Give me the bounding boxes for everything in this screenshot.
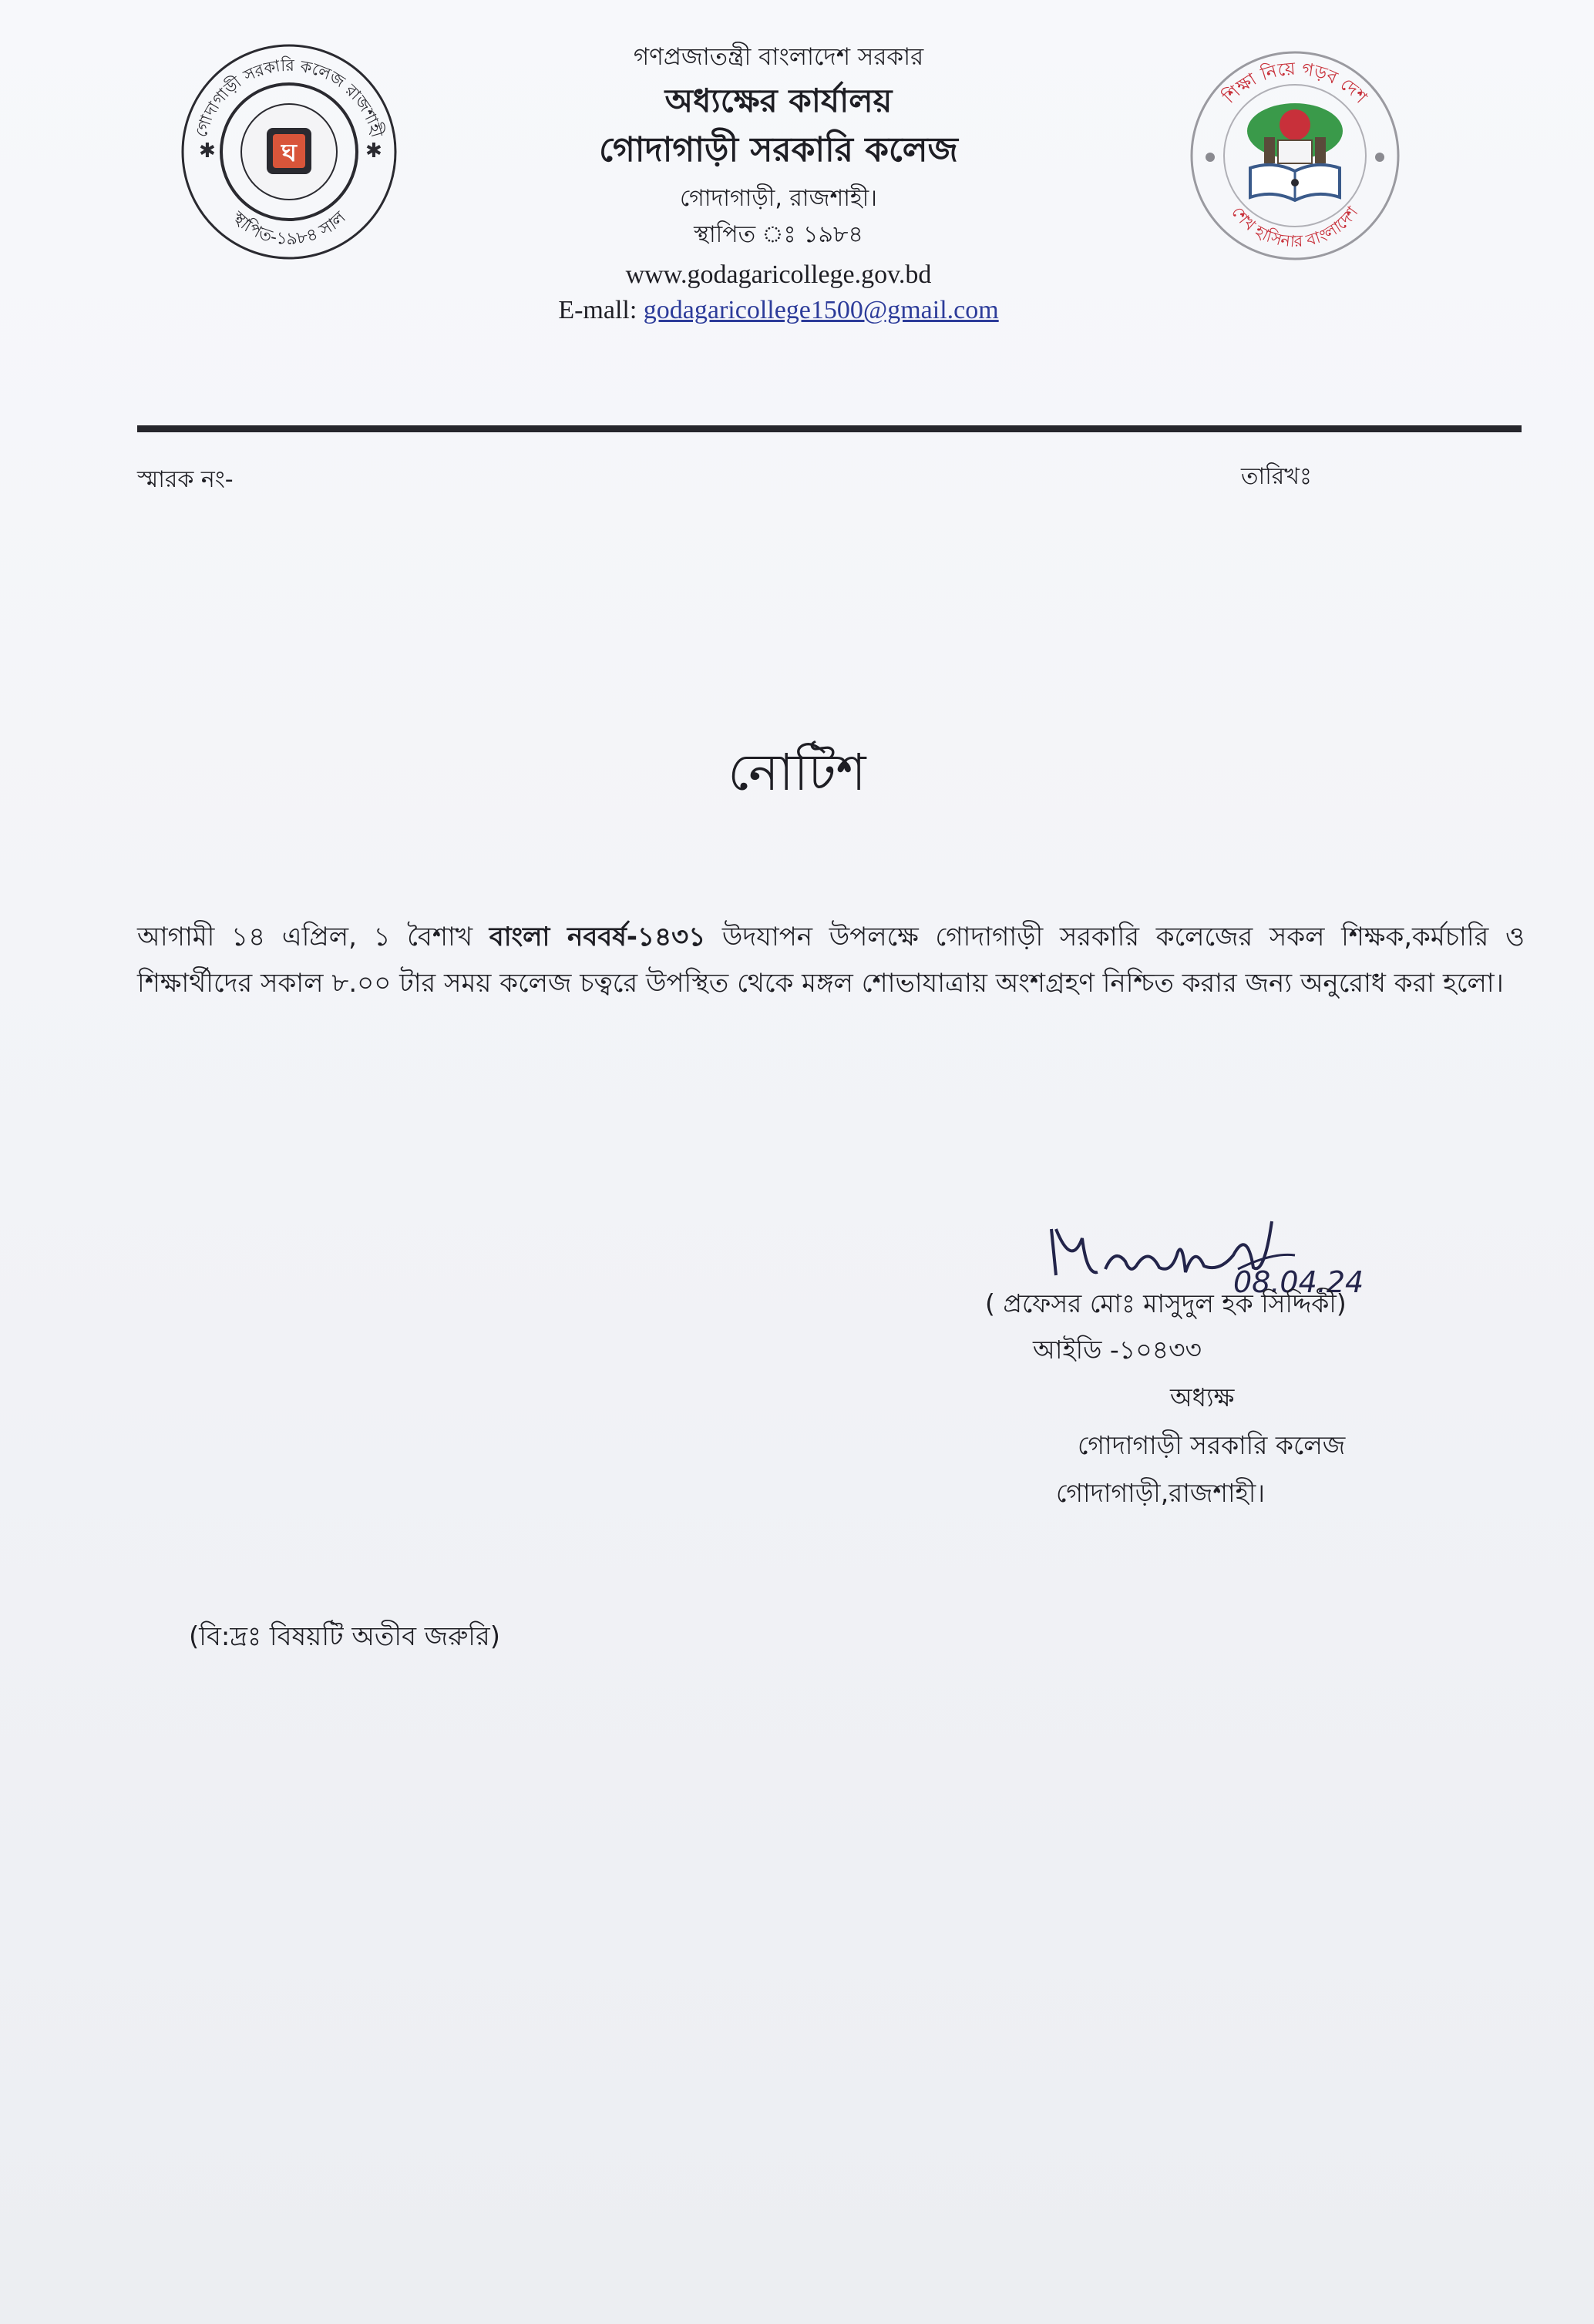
email-link[interactable]: godagaricollege1500@gmail.com: [643, 296, 999, 324]
college-seal-icon: [177, 40, 401, 264]
signature-date: 08.04.24: [1233, 1265, 1364, 1298]
emblem-ring-top-text: শিক্ষা নিয়ে গড়ব দেশ: [1219, 59, 1371, 108]
college-place: গোদাগাড়ী, রাজশাহী।: [680, 185, 877, 212]
svg-text:✱: ✱: [365, 139, 382, 163]
signatory-place: গোদাগাড়ী,রাজশাহী।: [1056, 1478, 1266, 1508]
notice-body: [137, 914, 1525, 1006]
college-name: গোদাগাড়ী সরকারি কলেজ: [599, 130, 958, 170]
seal-ring-top-text: গোদাগাড়ী সরকারি কলেজ রাজশাহী: [191, 55, 387, 139]
established-year: স্থাপিত ঃ ১৯৮৪: [694, 221, 863, 248]
signatory-designation: অধ্যক্ষ: [1170, 1382, 1235, 1412]
signatory-id: আইডি -১০৪৩৩: [1033, 1335, 1202, 1365]
email-label: E-mall:: [558, 296, 637, 324]
date-label: তারিখঃ: [1241, 463, 1312, 490]
office-name: অধ্যক্ষের কার্যালয়: [664, 82, 893, 119]
memo-number-label: স্মারক নং-: [137, 466, 234, 493]
signatory-college: গোদাগাড়ী সরকারি কলেজ: [1078, 1430, 1346, 1460]
letterhead: [432, 39, 1125, 328]
government-name: গণপ্রজাতন্ত্রী বাংলাদেশ সরকার: [633, 43, 924, 71]
emblem-ring-bottom-text: শেখ হাসিনার বাংলাদেশ: [1228, 203, 1362, 251]
header-divider: [137, 425, 1522, 432]
notice-title: নোটিশ: [728, 743, 866, 802]
seal-center-glyph: ঘ: [281, 138, 297, 167]
signature: [1041, 1198, 1387, 1298]
website-link[interactable]: www.godagaricollege.gov.bd: [625, 260, 932, 289]
education-emblem-icon: [1187, 48, 1403, 264]
body-text-part-2: উদযাপন উপলক্ষে গোদাগাড়ী সরকারি কলেজের সকল শিক্ষক,কর্মচারি ও শিক্ষার্থীদের সকাল ৮.০০ টার সময় কলেজ চত্বরে উপস্থিত থেকে মঙ্গল শোভাযাত্রায় অংশগ্রহণ নিশ্চিত করার জন্য অনুরোধ করা হলো।: [137, 922, 1525, 999]
signatory-name: ( প্রফেসর মোঃ মাসুদুল হক সিদ্দিকী): [985, 1288, 1347, 1318]
seal-ring-bottom-text: স্থাপিত-১৯৮৪ সাল: [228, 207, 350, 250]
svg-text:স্থাপিত-১৯৮৪ সাল: [227, 207, 350, 249]
footnote: (বি:দ্রঃ বিষয়টি অতীব জরুরি): [189, 1621, 500, 1652]
body-text-highlight: বাংলা নববর্ষ-১৪৩১: [489, 922, 706, 952]
body-text-part-1: আগামী ১৪ এপ্রিল, ১ বৈশাখ: [137, 922, 489, 952]
email-row: [432, 293, 1125, 328]
svg-text:✱: ✱: [199, 139, 216, 163]
